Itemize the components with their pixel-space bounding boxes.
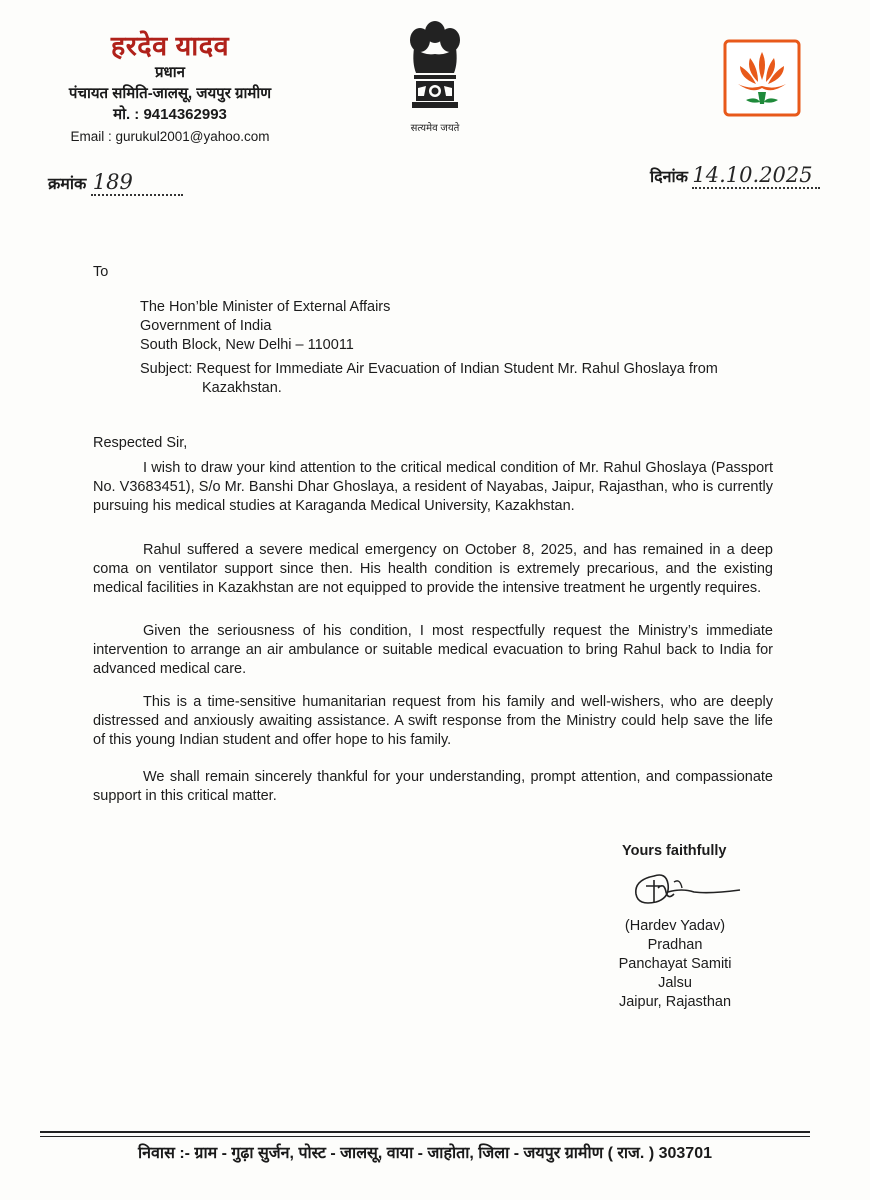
sender-name: हरदेव यादव: [110, 31, 230, 61]
reference-label: क्रमांक: [48, 176, 87, 193]
paragraph: [93, 541, 773, 598]
subject: [140, 360, 780, 398]
signatory-line: Panchayat Samiti Jalsu: [618, 956, 732, 991]
signatory-line: (Hardev Yadav): [624, 918, 726, 934]
sender-mobile: मो. : 9414362993: [113, 106, 227, 123]
paragraph: [93, 622, 773, 679]
sender-designation: प्रधान: [155, 64, 185, 81]
address-line: The Hon’ble Minister of External Affairs: [140, 299, 391, 315]
letter-date: [650, 163, 820, 189]
signatory-block: [600, 917, 750, 1012]
party-lotus-logo: [722, 38, 802, 118]
reference-value: 189: [92, 170, 133, 194]
signatory-line: Jaipur, Rajasthan: [618, 994, 732, 1010]
footer-residence: निवास :- ग्राम - गुढ़ा सुर्जन, पोस्ट - जालसू, वाया - जाहोता, जिला - जयपुर ग्रामीण ( राज. ) 303701: [138, 1145, 712, 1162]
address-line: South Block, New Delhi – 110011: [140, 337, 354, 353]
footer-divider: [40, 1131, 810, 1133]
recipient-address: [140, 298, 640, 355]
handwritten-signature: [624, 862, 744, 917]
signature-icon: [624, 862, 744, 917]
paragraph-text: We shall remain sincerely thankful for your understanding, prompt attention, and compassionate support in this critical matter.: [93, 769, 773, 804]
paragraph-text: Given the seriousness of his condition, I most respectfully request the Ministry’s immediate intervention to arrange an air ambulance or suitable medical evacuation to bring Rahul back to India for advanced medical care.: [93, 623, 773, 677]
subject-line: Kazakhstan.: [202, 380, 282, 396]
paragraph: [93, 459, 773, 516]
sender-office: पंचायत समिति-जालसू, जयपुर ग्रामीण: [68, 85, 272, 102]
letterhead-sender: [40, 30, 300, 147]
paragraph: [93, 693, 773, 750]
paragraph-text: This is a time-sensitive humanitarian request from his family and well-wishers, who are deeply distressed and anxiously awaiting assistance. A swift response from the Ministry could help save the life of this young Indian student and offer hope to his family.: [93, 694, 773, 748]
sender-email: Email : gurukul2001@yahoo.com: [70, 129, 270, 144]
paragraph-text: Rahul suffered a severe medical emergency on October 8, 2025, and has remained in a deep coma on ventilator support since then. His health condition is extremely precarious, and the existing medical facilities in Kazakhstan are not equipped to provide the intensive treatment he urgently requires.: [93, 542, 773, 596]
ashoka-emblem-icon: [400, 18, 470, 118]
signatory-line: Pradhan: [647, 937, 703, 953]
subject-line: Subject: Request for Immediate Air Evacuation of Indian Student Mr. Rahul Ghoslaya from: [140, 361, 718, 377]
lotus-icon: [722, 38, 802, 118]
emblem-motto: सत्यमेव जयते: [410, 123, 460, 134]
date-label: दिनांक: [650, 169, 688, 186]
address-line: Government of India: [140, 318, 272, 334]
closing: Yours faithfully: [622, 843, 727, 859]
date-value: 14.10.2025: [692, 163, 813, 187]
to-label: To: [93, 264, 109, 280]
salutation: Respected Sir,: [93, 435, 188, 451]
paragraph: [93, 768, 773, 806]
reference-number: [48, 170, 183, 196]
national-emblem: [395, 18, 475, 140]
footer-divider: [40, 1136, 810, 1137]
paragraph-text: I wish to draw your kind attention to the critical medical condition of Mr. Rahul Ghoslaya (Passport No. V3683451), S/o Mr. Banshi Dhar Ghoslaya, a resident of Nayabas, Jaipur, Rajasthan, who is currently pursuing his medical studies at Karaganda Medical University, Kazakhstan.: [93, 460, 773, 514]
